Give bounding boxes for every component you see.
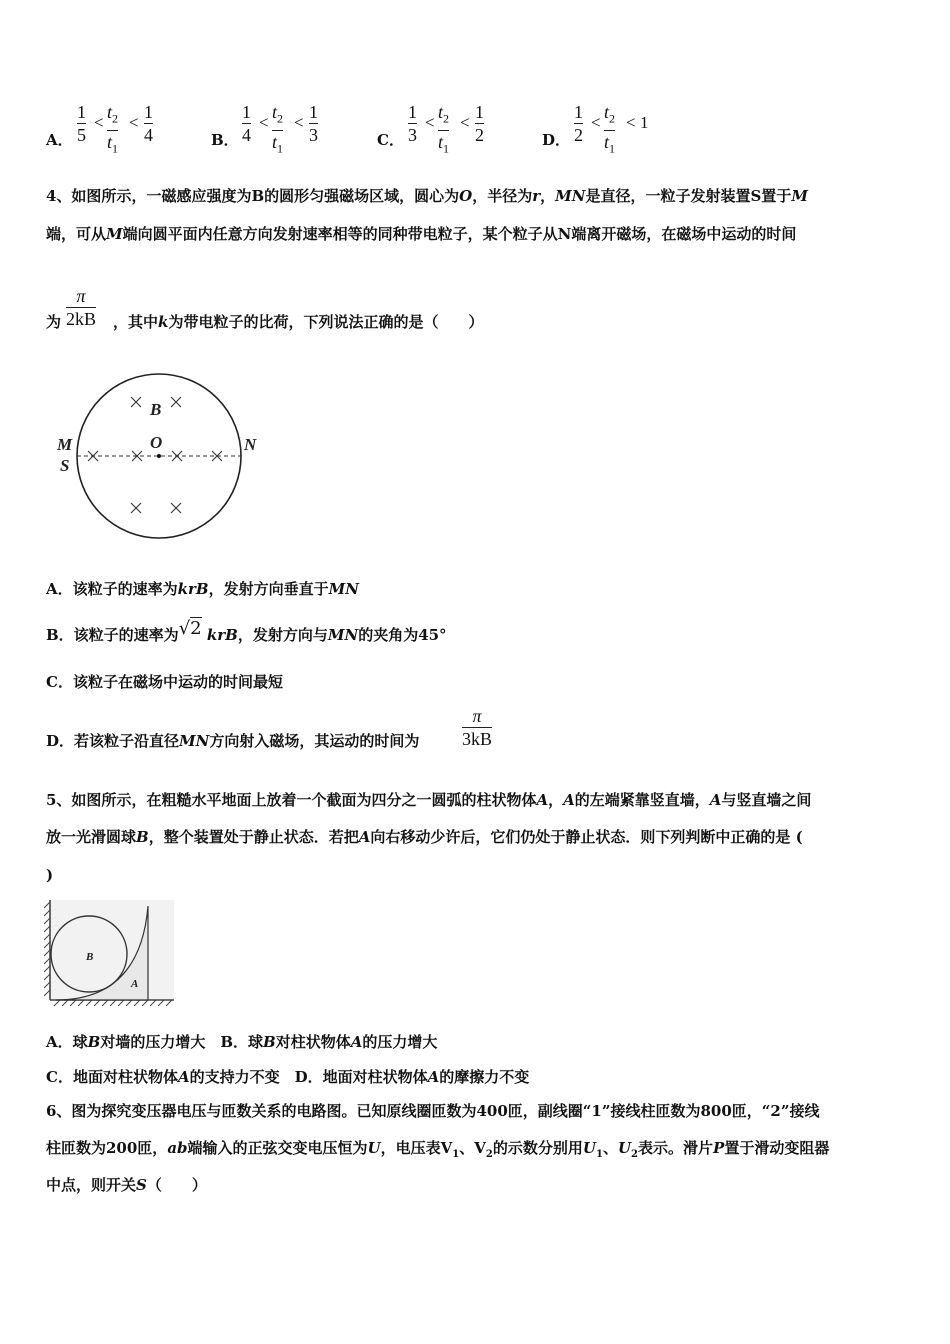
cross-mark: [172, 451, 182, 461]
q5-text: 5、如图所示，在粗糙水平地面上放着一个截面为四分之一圆弧的柱状物体: [46, 791, 537, 809]
q3-b-right-num: 1: [309, 102, 318, 122]
q4-optd-num: π: [472, 706, 482, 726]
q4-text: 为带电粒子的比荷，下列说法正确的是（ ）: [168, 313, 484, 331]
q3-a-mid-den-sub: 1: [112, 141, 119, 156]
q3-b-mid-den: t: [272, 131, 278, 152]
q4-var-mn: MN: [327, 626, 359, 644]
q5-opt-text: 的摩擦力不变: [439, 1068, 530, 1086]
q5-var-b: B: [87, 1033, 101, 1051]
label-ball-b: B: [86, 951, 94, 963]
q6-line-2: [46, 1138, 829, 1165]
q4-opt-text: 方向射入磁场，其运动的时间为: [209, 732, 420, 750]
q5-text: 的左端紧靠竖直墙，: [574, 791, 710, 809]
q5-text: ，整个装置处于静止状态．若把: [148, 828, 359, 846]
q5-var-a: A: [358, 828, 371, 846]
q6-text: 、V: [459, 1139, 486, 1157]
q3-b-frac-right: [309, 102, 318, 145]
q5-line-1: [46, 790, 811, 810]
q3-a-lt1: <: [94, 113, 104, 132]
q6-var-ab: ab: [167, 1139, 188, 1157]
q4-opt-text: D．若该粒子沿直径: [46, 732, 180, 750]
wall-hatching: [44, 900, 50, 1000]
label-n: N: [244, 435, 257, 454]
q5-opt-text: C．地面对柱状物体: [46, 1068, 178, 1086]
q3-a-right-den: 4: [144, 125, 153, 145]
q6-line-1: [46, 1101, 819, 1121]
q3-d-left-den: 2: [574, 125, 583, 145]
cross-mark: [171, 397, 181, 407]
q5-var-a: A: [177, 1068, 190, 1086]
center-dot: [157, 454, 161, 458]
q3-d-right: 1: [640, 113, 649, 132]
q4-text: ，半径为: [472, 187, 533, 205]
q4-text: 是直径，一粒子发射装置S置于: [585, 187, 792, 205]
q3-c-left-num: 1: [408, 102, 417, 122]
q4-optd-fraction: [462, 706, 492, 749]
q3-b-lt1: <: [259, 113, 269, 132]
q4-text: 端向圆平面内任意方向发射速率相等的同种带电粒子，某个粒子从N端离开磁场，在磁场中运动的时间: [122, 225, 797, 243]
cross-mark: [131, 397, 141, 407]
q5-var-a: A: [427, 1068, 440, 1086]
q4-var-m: M: [791, 187, 808, 205]
q3-a-frac-mid: [107, 102, 118, 158]
q4-line-1: [46, 186, 808, 206]
label-m: M: [57, 435, 73, 454]
q3-d-mid-den: t: [604, 131, 610, 152]
q4-var-m: M: [106, 225, 123, 243]
q3-a-left-den: 5: [77, 125, 86, 145]
q5-options-ab: [46, 1032, 437, 1052]
q6-sub: 2: [485, 1149, 493, 1160]
q4-text: ，: [540, 187, 556, 205]
q3-c-frac-left: [408, 102, 417, 145]
q3-b-mid-den-sub: 1: [277, 141, 284, 156]
q3-c-mid-num: t: [438, 102, 444, 122]
q5-var-a: A: [709, 791, 722, 809]
q4-opt-text: A．该粒子的速率为: [46, 580, 178, 598]
q3-option-a-label: A．: [46, 131, 73, 149]
q3-d-frac-left: [574, 102, 583, 145]
q5-var-a: A: [536, 791, 549, 809]
cross-mark: [131, 503, 141, 513]
q4-var-r: r: [532, 187, 541, 205]
q4-line-2: [46, 224, 796, 244]
q5-var-b: B: [136, 828, 149, 846]
q4-opt-text: ，发射方向垂直于: [208, 580, 329, 598]
q5-line-2: [46, 827, 803, 847]
q3-c-lt1: <: [425, 113, 435, 132]
q3-b-left-num: 1: [242, 102, 251, 122]
q6-var-u2: U: [617, 1139, 632, 1157]
q4-var-mn: MN: [179, 732, 210, 750]
q4-option-c: [46, 672, 283, 692]
q4-var-mn: MN: [328, 580, 359, 598]
q5-text: ): [46, 866, 54, 884]
q3-c-lt2: <: [460, 113, 470, 132]
q3-d-frac-mid: [604, 102, 615, 158]
q3-a-mid-num: t: [107, 102, 113, 122]
q5-text: 与竖直墙之间: [721, 791, 812, 809]
q4-var-krb: krB: [206, 626, 238, 644]
q3-c-right-den: 2: [475, 125, 484, 145]
q3-a-frac-right: [144, 102, 153, 145]
q5-text: 向右移动少许后，它们仍处于静止状态．则下列判断中正确的是 (: [370, 828, 803, 846]
q3-d-mid-den-sub: 1: [609, 141, 616, 156]
q3-a-mid-num-sub: 2: [112, 111, 119, 126]
label-s: S: [60, 456, 70, 475]
q4-line-3: [46, 312, 483, 332]
q4-var-mn: MN: [555, 187, 586, 205]
q4-option-a: [46, 579, 359, 599]
q3-c-right-num: 1: [475, 102, 484, 122]
q4-opt-text: B．该粒子的速率为: [46, 626, 179, 644]
q3-d-mid-num: t: [604, 102, 610, 122]
cross-mark: [171, 503, 181, 513]
cross-mark: [88, 451, 98, 461]
q3-a-lt2: <: [129, 113, 139, 132]
q6-text: （ ）: [146, 1176, 207, 1194]
q3-option-d-label: D．: [542, 131, 571, 149]
q4-var-o: O: [459, 187, 473, 205]
q4-opt-text: C．该粒子在磁场中运动的时间最短: [46, 673, 283, 691]
q4-text: 端，可从: [46, 225, 107, 243]
q6-var-u1: U: [582, 1139, 596, 1157]
q6-text: 、: [602, 1139, 618, 1157]
q4-magnetic-field-figure: [52, 372, 267, 544]
q5-text: 放一光滑圆球: [46, 828, 137, 846]
q3-b-mid-num-sub: 2: [277, 111, 284, 126]
label-o: O: [150, 433, 163, 452]
q5-opt-text: 的压力增大: [362, 1033, 438, 1051]
q6-text: ，电压表V: [380, 1139, 453, 1157]
q5-var-a: A: [563, 791, 575, 809]
q4-var-krb: krB: [177, 580, 209, 598]
q4-option-b: [46, 618, 447, 645]
q3-a-left-num: 1: [77, 102, 86, 122]
q6-text: 柱匝数为200匝，: [46, 1139, 168, 1157]
sqrt-sign: √2: [178, 618, 202, 639]
q6-sub: 1: [595, 1149, 603, 1160]
q6-var-u: U: [367, 1139, 381, 1157]
q3-c-left-den: 3: [408, 125, 417, 145]
q4-opt-text: 的夹角为45°: [358, 626, 447, 644]
q5-opt-text: 对墙的压力增大 B．球: [100, 1033, 264, 1051]
q3-c-frac-mid: [438, 102, 449, 158]
q3-option-b-label: B．: [211, 131, 239, 149]
q3-c-mid-den: t: [438, 131, 444, 152]
q5-var-a: A: [350, 1033, 363, 1051]
q4-time-den: 2kB: [66, 309, 97, 329]
q3-d-left-num: 1: [574, 102, 583, 122]
sqrt-value: 2: [190, 618, 202, 639]
q3-d-lt1: <: [591, 113, 601, 132]
q3-c-frac-right: [475, 102, 484, 145]
q4-time-fraction: [66, 286, 96, 329]
q6-text: 置于滑动变阻器: [724, 1139, 830, 1157]
q6-var-p: P: [713, 1139, 725, 1157]
q3-b-frac-left: [242, 102, 251, 145]
q4-text: 为: [46, 313, 62, 331]
q3-a-right-num: 1: [144, 102, 153, 122]
q6-text: 表示。滑片: [638, 1139, 714, 1157]
q5-opt-text: A．球: [46, 1033, 88, 1051]
q6-sub: 2: [631, 1149, 639, 1160]
q5-opt-text: 的支持力不变 D．地面对柱状物体: [189, 1068, 428, 1086]
q5-opt-text: 对柱状物体: [275, 1033, 351, 1051]
q3-b-frac-mid: [272, 102, 283, 158]
q3-c-mid-num-sub: 2: [443, 111, 450, 126]
q4-time-num: π: [76, 286, 86, 306]
q3-a-mid-den: t: [107, 131, 113, 152]
q5-ball-and-block-figure: [44, 896, 176, 1008]
q6-var-s: S: [136, 1176, 147, 1194]
q3-a-frac-left: [77, 102, 86, 145]
q5-var-b: B: [263, 1033, 276, 1051]
q3-d-lt2: <: [626, 113, 636, 132]
label-block-a: A: [131, 978, 139, 990]
q6-sub: 1: [452, 1149, 460, 1160]
q6-text: 的示数分别用: [492, 1139, 583, 1157]
q4-text: ，其中: [113, 313, 159, 331]
q5-line-3: [46, 865, 53, 885]
q6-text: 6、图为探究变压器电压与匝数关系的电路图。已知原线圈匝数为400匝，副线圈“1”接线柱匝数为800匝，“2”接线: [46, 1102, 820, 1120]
q3-b-left-den: 4: [242, 125, 251, 145]
q3-b-mid-num: t: [272, 102, 278, 122]
q6-line-3: [46, 1175, 207, 1195]
q6-text: 中点，则开关: [46, 1176, 137, 1194]
q5-text: ，: [548, 791, 564, 809]
q3-b-right-den: 3: [309, 125, 318, 145]
q5-options-cd: [46, 1067, 529, 1087]
q3-c-mid-den-sub: 1: [443, 141, 450, 156]
q4-option-d: [46, 731, 419, 751]
q3-option-c-label: C．: [377, 131, 404, 149]
q4-var-k: k: [158, 313, 169, 331]
q4-opt-text: ，发射方向与: [237, 626, 328, 644]
q4-optd-den: 3kB: [462, 729, 493, 749]
q6-text: 端输入的正弦交变电压恒为: [187, 1139, 368, 1157]
ground-hatching: [50, 1000, 174, 1006]
q3-b-lt2: <: [294, 113, 304, 132]
q4-text: 4、如图所示，一磁感应强度为B的圆形匀强磁场区域，圆心为: [46, 187, 460, 205]
q3-d-mid-num-sub: 2: [609, 111, 616, 126]
label-b: B: [150, 400, 162, 419]
